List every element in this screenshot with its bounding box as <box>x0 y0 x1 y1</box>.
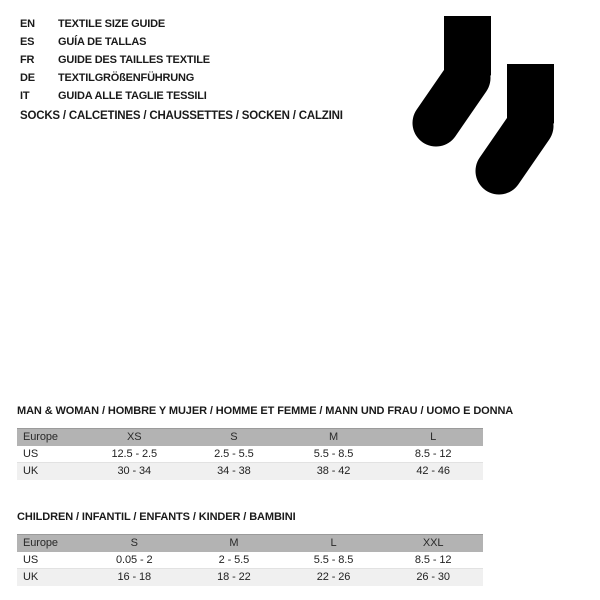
language-code: IT <box>20 90 30 102</box>
table-cell: US <box>17 552 84 569</box>
table-cell: UK <box>17 463 84 480</box>
table-cell: 5.5 - 8.5 <box>284 446 384 463</box>
language-label: GUIDA ALLE TAGLIE TESSILI <box>58 90 207 102</box>
size-table-children <box>17 534 483 586</box>
language-row <box>20 33 210 51</box>
language-guide <box>20 15 210 105</box>
socks-icon <box>412 16 563 196</box>
table-header-row <box>17 429 483 446</box>
table-cell: 30 - 34 <box>84 463 184 480</box>
table-cell: 16 - 18 <box>84 569 184 586</box>
size-table-section-children <box>17 510 483 586</box>
language-row <box>20 87 210 105</box>
table-header-cell: Europe <box>17 429 84 446</box>
language-row <box>20 15 210 33</box>
table-cell: 34 - 38 <box>184 463 284 480</box>
table-cell: 0.05 - 2 <box>84 552 184 569</box>
size-table-man-woman <box>17 428 483 480</box>
table-cell: 5.5 - 8.5 <box>284 552 384 569</box>
table-cell: 22 - 26 <box>284 569 384 586</box>
language-row <box>20 69 210 87</box>
table-cell: 18 - 22 <box>184 569 284 586</box>
table-cell: 42 - 46 <box>383 463 483 480</box>
table-header-cell: XS <box>84 429 184 446</box>
language-label: TEXTILGRÖßENFÜHRUNG <box>58 72 195 84</box>
table-header-cell: XXL <box>383 535 483 552</box>
table-row <box>17 552 483 569</box>
table-header-row <box>17 535 483 552</box>
language-label: GUIDE DES TAILLES TEXTILE <box>58 54 210 66</box>
table-cell: US <box>17 446 84 463</box>
size-table-section-man-woman <box>17 404 514 480</box>
sock-right <box>499 64 563 171</box>
table-header-cell: M <box>284 429 384 446</box>
language-code: FR <box>20 54 35 66</box>
table-header-cell: M <box>184 535 284 552</box>
size-table-title: CHILDREN / INFANTIL / ENFANTS / KINDER / BAMBINI <box>17 511 296 523</box>
language-label: TEXTILE SIZE GUIDE <box>58 18 166 30</box>
table-cell: 2.5 - 5.5 <box>184 446 284 463</box>
category-line: SOCKS / CALCETINES / CHAUSSETTES / SOCKEN / CALZINI <box>20 110 343 122</box>
table-row <box>17 463 483 480</box>
language-code: ES <box>20 36 35 48</box>
table-cell: 26 - 30 <box>383 569 483 586</box>
sock-left <box>436 16 500 123</box>
table-cell: UK <box>17 569 84 586</box>
table-header-cell: L <box>284 535 384 552</box>
table-header-cell: Europe <box>17 535 84 552</box>
language-code: EN <box>20 18 35 30</box>
table-cell: 8.5 - 12 <box>383 552 483 569</box>
table-cell: 8.5 - 12 <box>383 446 483 463</box>
table-cell: 12.5 - 2.5 <box>84 446 184 463</box>
table-cell: 38 - 42 <box>284 463 384 480</box>
size-table-title: MAN & WOMAN / HOMBRE Y MUJER / HOMME ET FEMME / MANN UND FRAU / UOMO E DONNA <box>17 405 514 417</box>
table-cell: 2 - 5.5 <box>184 552 284 569</box>
language-label: GUÍA DE TALLAS <box>58 36 147 48</box>
language-row <box>20 51 210 69</box>
table-header-cell: S <box>84 535 184 552</box>
table-header-cell: L <box>383 429 483 446</box>
table-row <box>17 446 483 463</box>
language-code: DE <box>20 72 35 84</box>
table-header-cell: S <box>184 429 284 446</box>
table-row <box>17 569 483 586</box>
